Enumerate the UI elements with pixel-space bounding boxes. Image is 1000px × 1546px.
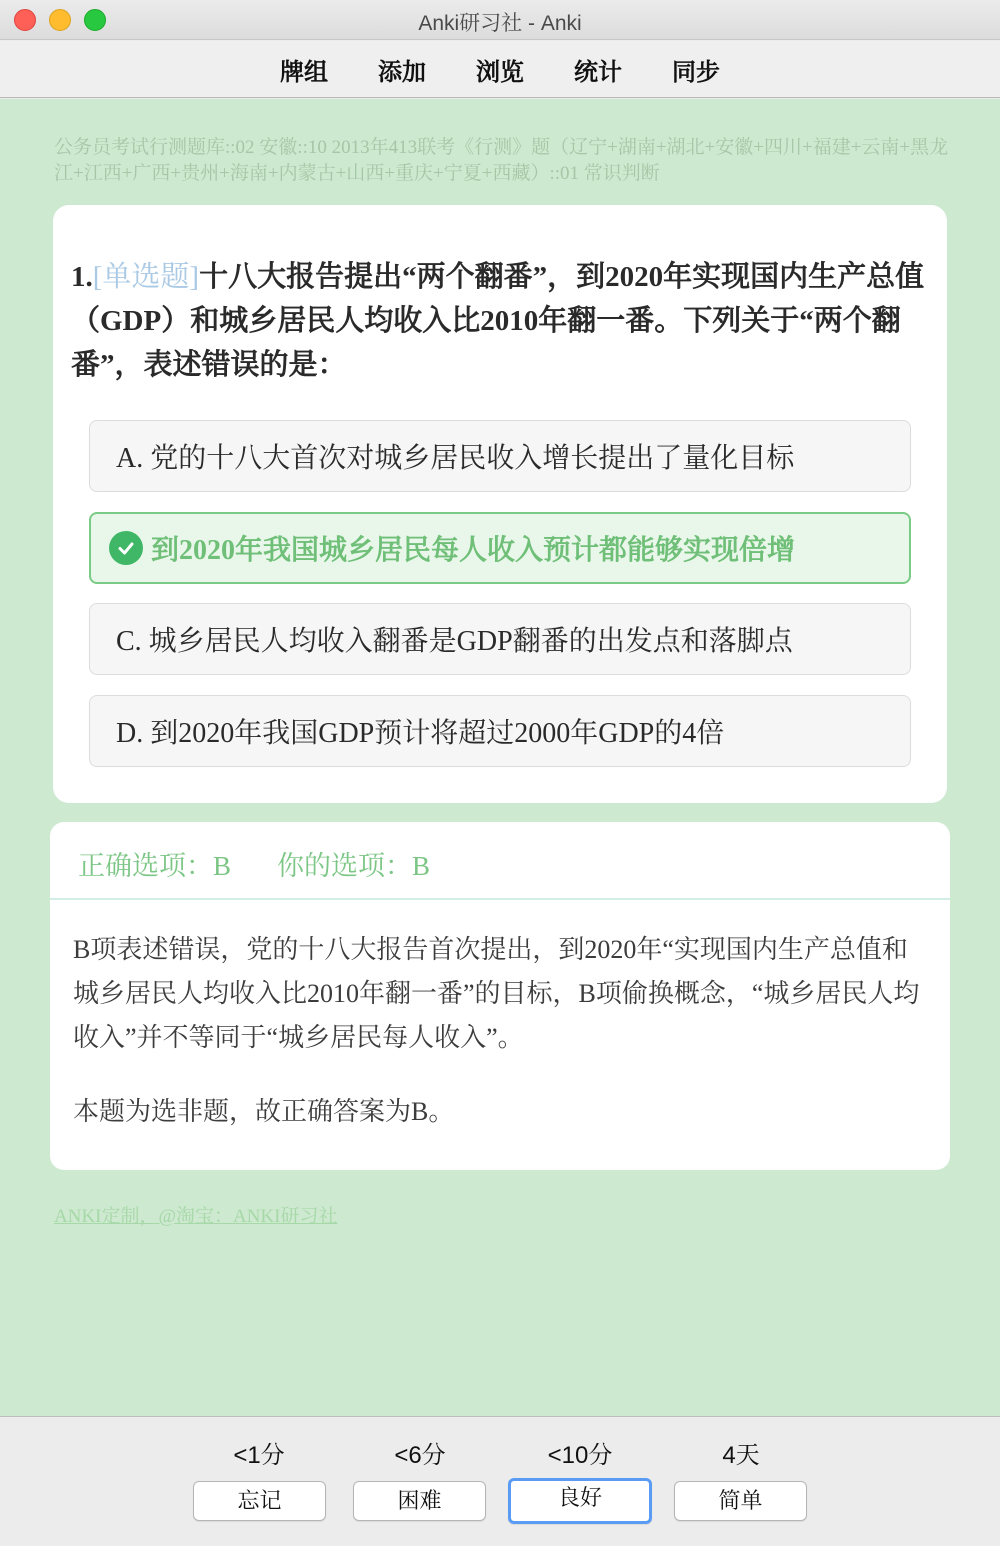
main-toolbar xyxy=(0,41,1000,98)
option-a-label: A. 党的十八大首次对城乡居民收入增长提出了量化目标 xyxy=(116,443,795,474)
conclusion-text: 本题为选非题，故正确答案为B。 xyxy=(73,1097,455,1126)
easy-button[interactable]: 简单 xyxy=(674,1481,807,1521)
interval-easy: 4天 xyxy=(722,1442,760,1469)
answer-bar xyxy=(0,1416,1000,1546)
title-bar xyxy=(0,0,1000,40)
window-title: Anki研习社 - Anki xyxy=(418,12,582,35)
option-a[interactable] xyxy=(89,420,911,492)
interval-again: <1分 xyxy=(233,1442,285,1469)
interval-good: <10分 xyxy=(547,1442,613,1469)
question-type-label: [单选题] xyxy=(92,261,200,293)
question-text-block xyxy=(71,255,931,387)
interval-hard: <6分 xyxy=(394,1442,446,1469)
check-circle-icon xyxy=(109,531,143,565)
answer-summary xyxy=(50,822,950,900)
option-d-label: D. 到2020年我国GDP预计将超过2000年GDP的4倍 xyxy=(116,718,725,749)
question-card xyxy=(53,205,947,803)
option-b-correct[interactable] xyxy=(89,512,911,584)
custom-shop-link[interactable]: ANKI定制，@淘宝：ANKI研习社 xyxy=(54,1206,338,1227)
review-area xyxy=(0,99,1000,1416)
toolbar-stats[interactable]: 统计 xyxy=(574,58,622,86)
answer-card xyxy=(50,822,950,1170)
toolbar-browse[interactable]: 浏览 xyxy=(476,58,524,86)
question-text: 十八大报告提出“两个翻番”，到2020年实现国内生产总值（GDP）和城乡居民人均收入比2010年翻一番。下列关于“两个翻番”，表述错误的是： xyxy=(71,261,925,381)
toolbar-add[interactable]: 添加 xyxy=(378,58,426,86)
good-button[interactable]: 良好 xyxy=(508,1478,652,1524)
deck-path: 公务员考试行测题库::02 安徽::10 2013年413联考《行测》题（辽宁+湖南+湖北+安徽+四川+福建+云南+黑龙江+江西+广西+贵州+海南+内蒙古+山西+重庆+宁夏+西藏）::01 常识判断 xyxy=(54,137,949,184)
explanation-text: B项表述错误，党的十八大报告首次提出，到2020年“实现国内生产总值和城乡居民人均收入比2010年翻一番”的目标，B项偷换概念，“城乡居民人均收入”并不等同于“城乡居民每人收入”。 xyxy=(73,935,920,1052)
option-c[interactable] xyxy=(89,603,911,675)
toolbar-sync[interactable]: 同步 xyxy=(672,58,720,86)
option-c-label: C. 城乡居民人均收入翻番是GDP翻番的出发点和落脚点 xyxy=(116,626,793,657)
your-answer: 你的选项：B xyxy=(277,851,431,881)
question-number: 1. xyxy=(71,261,93,293)
hard-button[interactable]: 困难 xyxy=(353,1481,486,1521)
correct-answer: 正确选项：B xyxy=(78,851,232,881)
again-button[interactable]: 忘记 xyxy=(193,1481,326,1521)
toolbar-decks[interactable]: 牌组 xyxy=(280,58,328,86)
option-d[interactable] xyxy=(89,695,911,767)
option-b-label: 到2020年我国城乡居民每人收入预计都能够实现倍增 xyxy=(151,535,796,566)
